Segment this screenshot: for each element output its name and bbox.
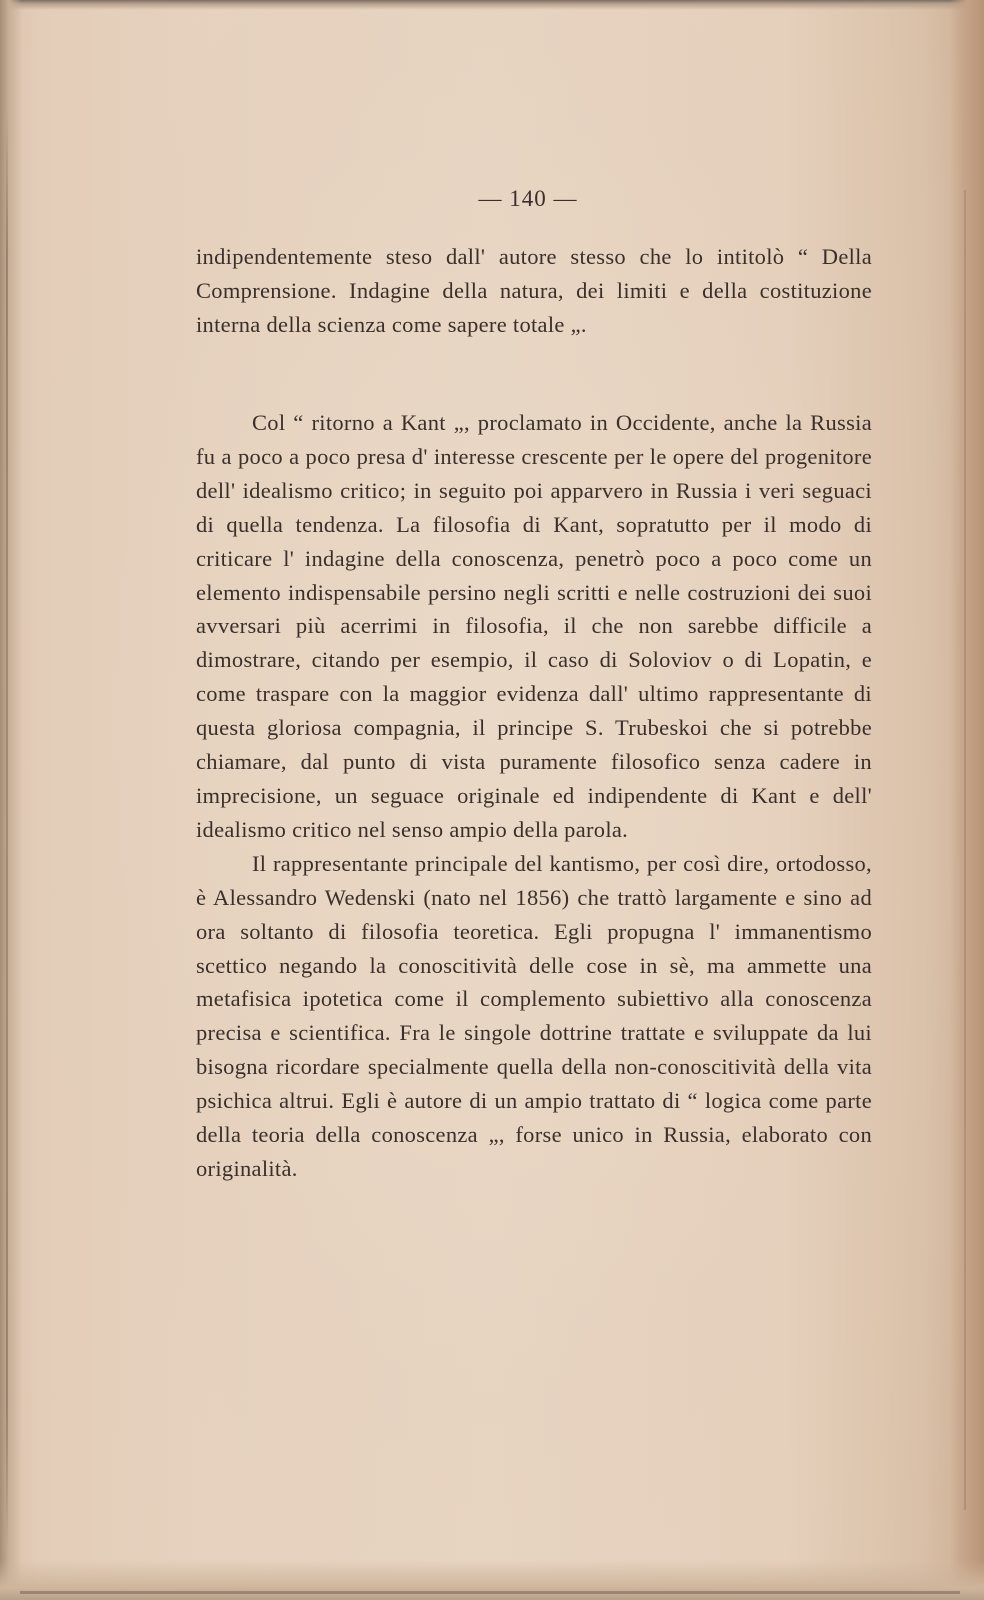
paragraph-wedenski: Il rappresentante principale del kantismo, per così dire, ortodosso, è Alessandro Wedenski (nato nel 1856) che trattò largamente e sino ad ora soltanto di filosofia teoretica. Egli propugna l' immanentismo scettico negando la conoscitività delle cose in sè, ma ammette una metafisica ipotetica come il complemento subiettivo alla conoscenza precisa e scientifica. Fra le singole dottrine trattate e sviluppate da lui bisogna ricordare specialmente quella della non-conoscitività della vita psichica altrui. Egli è autore di un ampio trattato di “ logica come parte della teoria della conoscenza „, forse unico in Russia, elaborato con originalità. <box>196 850 872 1181</box>
main-text-block <box>196 406 872 1186</box>
continuation-paragraph: indipendentemente steso dall' autore stesso che lo intitolò “ Della Comprensione. Indagine della natura, dei limiti e della costituzione interna della scienza come sapere totale „. <box>196 244 872 337</box>
paragraph-kant-return: Col “ ritorno a Kant „, proclamato in Occidente, anche la Russia fu a poco a poco presa d' interesse crescente per le opere del progenitore dell' idealismo critico; in seguito poi apparvero in Russia i veri seguaci di quella tendenza. La filosofia di Kant, sopratutto per il modo di criticare l' indagine della conoscenza, penetrò poco a poco come un elemento indispensabile persino negli scritti e nelle costruzioni dei suoi avversari più acerrimi in filosofia, il che non sarebbe difficile a dimostrare, citando per esempio, il caso di Soloviov o di Lopatin, e come traspare con la maggior evidenza dall' ultimo rappresentante di questa gloriosa compagnia, il principe S. Trubeskoi che si potrebbe chiamare, dal punto di vista puramente filosofico senza cadere in imprecisione, un seguace originale ed indipendente di Kant e dell' idealismo critico nel senso ampio della parola. <box>196 410 872 842</box>
continuation-text-block <box>196 240 872 342</box>
page-number: — 140 — <box>478 186 578 211</box>
